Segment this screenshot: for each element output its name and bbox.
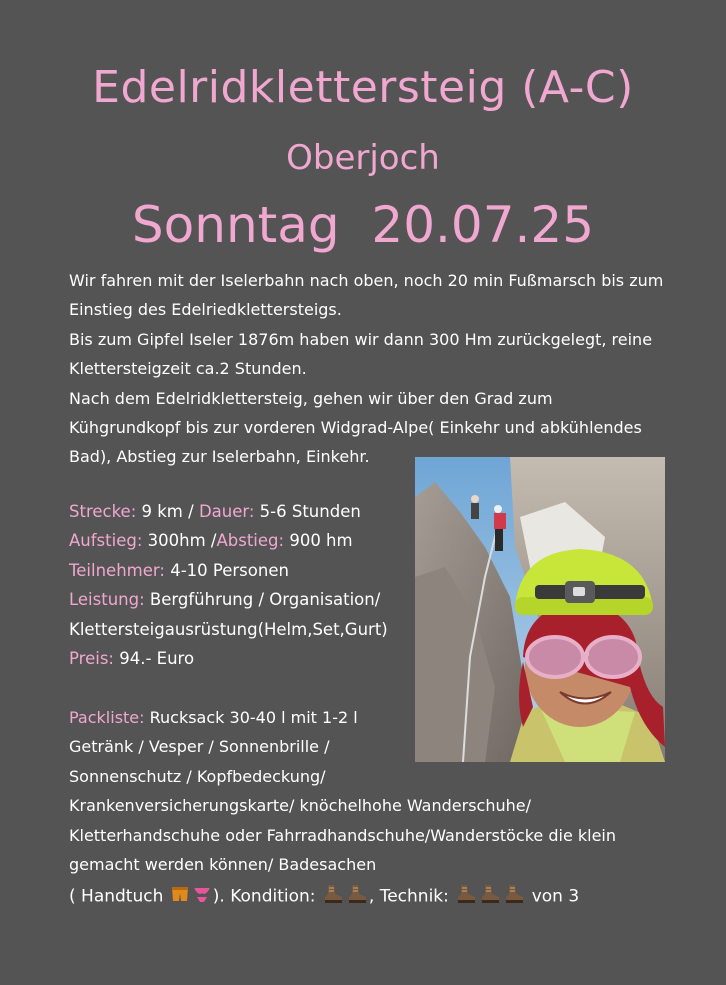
aufstieg-label: Aufstieg: xyxy=(69,531,143,551)
intro-paragraph: Bis zum Gipfel Iseler 1876m haben wir dann 300 Hm zurückgelegt, reine Klettersteigzeit ca.2 Stunden. xyxy=(69,329,653,379)
packing-list-first-line xyxy=(69,703,669,732)
participants-row xyxy=(69,556,409,585)
price-row xyxy=(69,644,409,673)
leistung-value: Bergführung / Organisation/ xyxy=(144,590,381,610)
kondition-text: ). Kondition: xyxy=(212,886,321,907)
distance-duration-row xyxy=(69,497,409,526)
difficulty-rating-row xyxy=(69,883,689,910)
dauer-label: Dauer: xyxy=(198,502,255,521)
leistung-label: Leistung: xyxy=(69,590,145,610)
event-title: Edelridklettersteig (A-C) xyxy=(92,62,634,113)
technik-text: , Technik: xyxy=(368,886,455,907)
teilnehmer-label: Teilnehmer: xyxy=(69,560,165,580)
packliste-label: Packliste: xyxy=(69,708,145,727)
scale-text: von 3 xyxy=(531,886,580,907)
strecke-label: Strecke: xyxy=(69,502,137,521)
shorts-icon xyxy=(170,884,190,909)
intro-paragraph: Wir fahren mit der Iselerbahn nach oben, noch 20 min Fußmarsch bis zum Einstieg des Edelriedklettersteigs. xyxy=(69,271,664,320)
tour-details xyxy=(69,497,409,673)
bikini-icon xyxy=(192,884,212,909)
packliste-first-value: Rucksack 30-40 l mit 1-2 l xyxy=(144,708,358,727)
intro-paragraph: Nach dem Edelridklettersteig, gehen wir über den Grad zum Kühgrundkopf bis zur vorderen Widgrad-Alpe( Einkehr und abkühlendes Bad), Abstieg zur Iselerbahn, Einkehr. xyxy=(69,388,642,467)
packing-list xyxy=(69,703,669,879)
event-date: Sonntag 20.07.25 xyxy=(131,196,595,254)
dauer-value: 5-6 Stunden xyxy=(254,502,361,521)
kondition-boots xyxy=(321,887,369,907)
preis-value: 94.- Euro xyxy=(113,649,195,669)
abstieg-label: Abstieg: xyxy=(216,531,285,551)
aufstieg-value: 300hm / xyxy=(142,531,217,551)
hiking-boot-icon xyxy=(503,883,525,910)
technik-boots xyxy=(454,887,526,907)
hiking-boot-icon xyxy=(479,883,501,910)
packing-list-line: Krankenversicherungskarte/ knöchelhohe Wanderschuhe/ xyxy=(69,796,531,816)
strecke-value: 9 km / xyxy=(136,502,199,521)
hiking-boot-icon xyxy=(346,883,368,910)
ascent-descent-row xyxy=(69,526,409,555)
abstieg-value: 900 hm xyxy=(284,531,353,551)
services-row xyxy=(69,585,409,614)
hiking-boot-icon xyxy=(455,883,477,910)
packing-list-line: Getränk / Vesper / Sonnenbrille / xyxy=(69,737,330,757)
packing-list-line: gemacht werden können/ Badesachen xyxy=(69,855,377,875)
intro-text xyxy=(69,266,669,472)
hiking-boot-icon xyxy=(322,883,344,910)
packing-list-line: Kletterhandschuhe oder Fahrradhandschuhe/Wanderstöcke die klein xyxy=(69,825,617,845)
preis-label: Preis: xyxy=(69,649,114,669)
event-location: Oberjoch xyxy=(286,138,440,178)
handtuch-text: ( Handtuch xyxy=(69,886,164,907)
services-row-continued: Klettersteigausrüstung(Helm,Set,Gurt) xyxy=(69,619,388,639)
packing-list-line: Sonnenschutz / Kopfbedeckung/ xyxy=(69,766,326,786)
teilnehmer-value: 4-10 Personen xyxy=(164,560,289,580)
